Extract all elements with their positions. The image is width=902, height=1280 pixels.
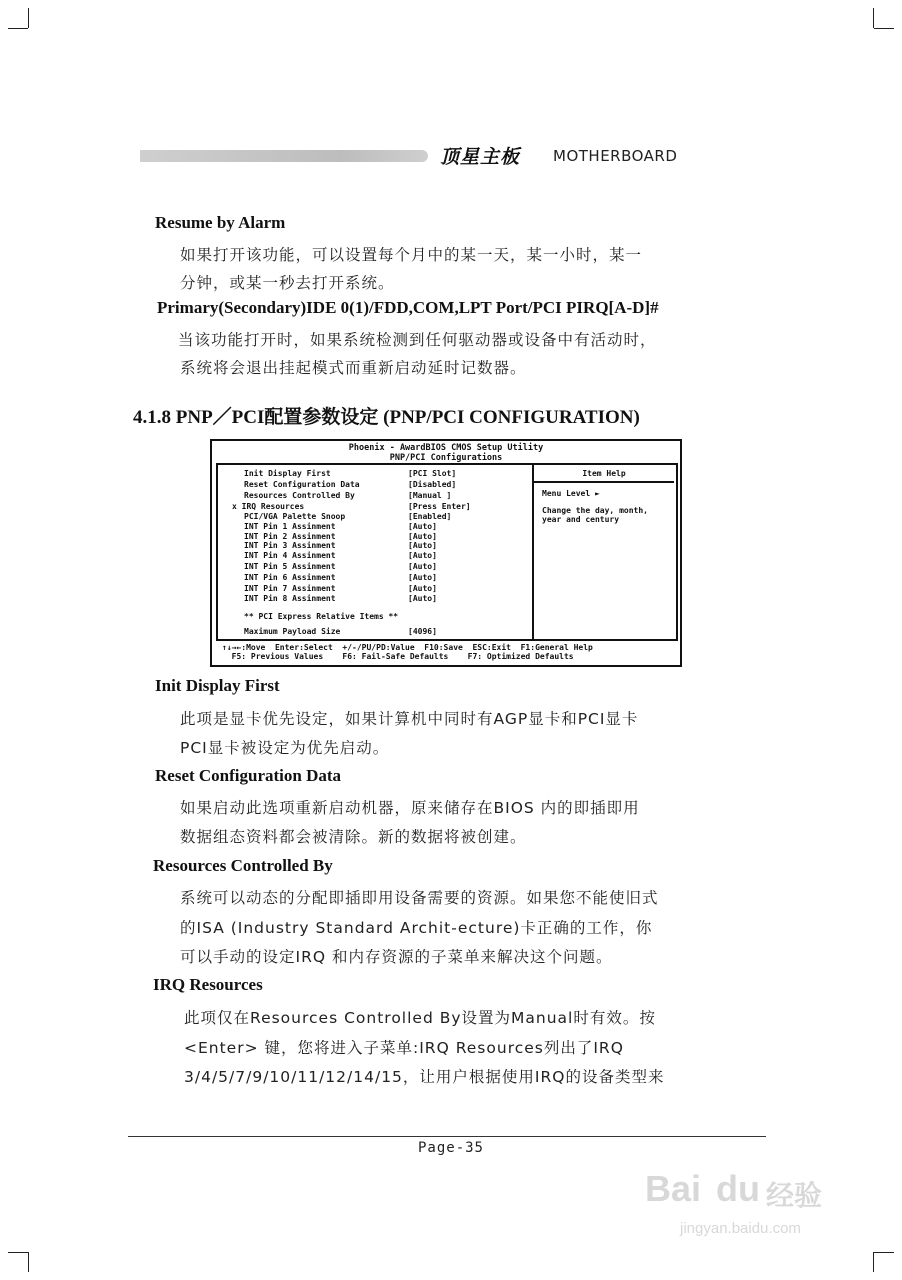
bios-item-label: x IRQ Resources <box>232 502 305 511</box>
bios-settings-panel <box>216 463 678 641</box>
brand-label: MOTHERBOARD <box>553 147 678 165</box>
watermark-brand: Bai <box>645 1168 702 1209</box>
bios-help-desc: Change the day, month, <box>542 506 648 515</box>
footer-rule <box>128 1136 766 1137</box>
bios-item-label: INT Pin 3 Assinment <box>244 541 336 550</box>
bios-item-label: INT Pin 8 Assinment <box>244 594 336 603</box>
bios-item-value: [Manual ] <box>408 491 452 500</box>
page-number: Page-35 <box>417 1140 484 1156</box>
paragraph-line: <Enter> 键，您将进入子菜单:IRQ Resources列出了IRQ <box>184 1039 624 1057</box>
bios-help-menu-level: Menu Level ► <box>542 489 600 498</box>
paragraph-line: 系统可以动态的分配即插即用设备需要的资源。如果您不能使旧式 <box>180 889 659 907</box>
bios-subtitle: PNP/PCI Configurations <box>389 453 503 463</box>
paragraph-line: 数据组态资料都会被清除。新的数据将被创建。 <box>180 828 527 846</box>
bios-item-label: PCI/VGA Palette Snoop <box>244 512 346 521</box>
bios-item-value: [PCI Slot] <box>408 469 457 478</box>
bios-item-label: INT Pin 4 Assinment <box>244 551 336 560</box>
heading-init-display: Init Display First <box>155 676 280 695</box>
bios-item-label: Maximum Payload Size <box>244 627 341 636</box>
bios-item-value: [Disabled] <box>408 480 457 489</box>
crop-mark <box>8 28 28 29</box>
bios-item-value: [Auto] <box>408 584 437 593</box>
bios-pci-express-heading: ** PCI Express Relative Items ** <box>244 612 399 621</box>
bios-help-title: Item Help <box>582 469 626 478</box>
bios-title: Phoenix - AwardBIOS CMOS Setup Utility <box>348 443 544 453</box>
bios-item-value: [Auto] <box>408 573 437 582</box>
crop-mark <box>873 1252 874 1272</box>
bios-item-value: [Press Enter] <box>408 502 471 511</box>
paragraph-line: 当该功能打开时，如果系统检测到任何驱动器或设备中有活动时， <box>178 331 657 349</box>
section-heading-pnp: 4.1.8 PNP／PCI配置参数设定 (PNP/PCI CONFIGURATION) <box>133 407 640 428</box>
heading-reset-config: Reset Configuration Data <box>155 766 342 785</box>
bios-screenshot <box>210 439 682 667</box>
bios-footer-keys: F5: Previous Values F6: Fail-Safe Defaults F7: Optimized Defaults <box>222 652 574 661</box>
bios-item-value: [Auto] <box>408 522 437 531</box>
crop-mark <box>874 28 894 29</box>
bios-item-value: [Auto] <box>408 532 437 541</box>
heading-primary-ide: Primary(Secondary)IDE 0(1)/FDD,COM,LPT Port/PCI PIRQ[A-D]# <box>157 298 659 317</box>
paragraph-line: 分钟，或某一秒去打开系统。 <box>180 274 395 292</box>
bios-item-label: Reset Configuration Data <box>244 480 360 489</box>
watermark-url: jingyan.baidu.com <box>680 1220 801 1237</box>
crop-mark <box>873 8 874 28</box>
bios-item-value: [4096] <box>408 627 437 636</box>
paragraph-line: 可以手动的设定IRQ 和内存资源的子菜单来解决这个问题。 <box>180 948 613 966</box>
brand-logo-cn: 顶星主板 <box>440 146 521 168</box>
heading-resources-controlled: Resources Controlled By <box>153 856 333 875</box>
bios-divider <box>532 465 534 639</box>
bios-item-label: INT Pin 2 Assinment <box>244 532 336 541</box>
bios-item-label: INT Pin 6 Assinment <box>244 573 336 582</box>
bios-footer-keys: ↑↓→←:Move Enter:Select +/-/PU/PD:Value F10:Save ESC:Exit F1:General Help <box>222 643 593 652</box>
bios-item-label: INT Pin 1 Assinment <box>244 522 336 531</box>
bios-help-desc: year and century <box>542 515 620 524</box>
bios-item-label: Resources Controlled By <box>244 491 355 500</box>
watermark-brand: du <box>716 1168 760 1209</box>
bios-item-label: INT Pin 7 Assinment <box>244 584 336 593</box>
watermark-cn: 经验 <box>766 1179 823 1212</box>
bios-item-value: [Enabled] <box>408 512 452 521</box>
paragraph-line: PCI显卡被设定为优先启动。 <box>180 739 390 757</box>
paragraph-line: 3/4/5/7/9/10/11/12/14/15，让用户根据使用IRQ的设备类型来 <box>184 1068 665 1086</box>
bios-item-label: INT Pin 5 Assinment <box>244 562 336 571</box>
paragraph-line: 系统将会退出挂起模式而重新启动延时记数器。 <box>180 359 527 377</box>
bios-item-value: [Auto] <box>408 594 437 603</box>
header-bar <box>140 150 428 162</box>
crop-mark <box>28 1252 29 1272</box>
paragraph-line: 如果启动此选项重新启动机器，原来储存在BIOS 内的即插即用 <box>180 799 640 817</box>
heading-resume-alarm: Resume by Alarm <box>155 213 286 232</box>
bios-help-divider <box>534 481 674 483</box>
paragraph-line: 如果打开该功能，可以设置每个月中的某一天，某一小时，某一 <box>180 246 643 264</box>
paragraph-line: 的ISA (Industry Standard Archit-ecture)卡正确的工作，你 <box>180 919 653 937</box>
paragraph-line: 此项是显卡优先设定，如果计算机中同时有AGP显卡和PCI显卡 <box>180 710 639 728</box>
crop-mark <box>8 1252 28 1253</box>
bios-item-value: [Auto] <box>408 562 437 571</box>
bios-item-value: [Auto] <box>408 541 437 550</box>
crop-mark <box>874 1252 894 1253</box>
bios-item-label: Init Display First <box>244 469 331 478</box>
paragraph-line: 此项仅在Resources Controlled By设置为Manual时有效。按 <box>184 1009 656 1027</box>
heading-irq-resources: IRQ Resources <box>153 975 263 994</box>
crop-mark <box>28 8 29 28</box>
bios-item-value: [Auto] <box>408 551 437 560</box>
